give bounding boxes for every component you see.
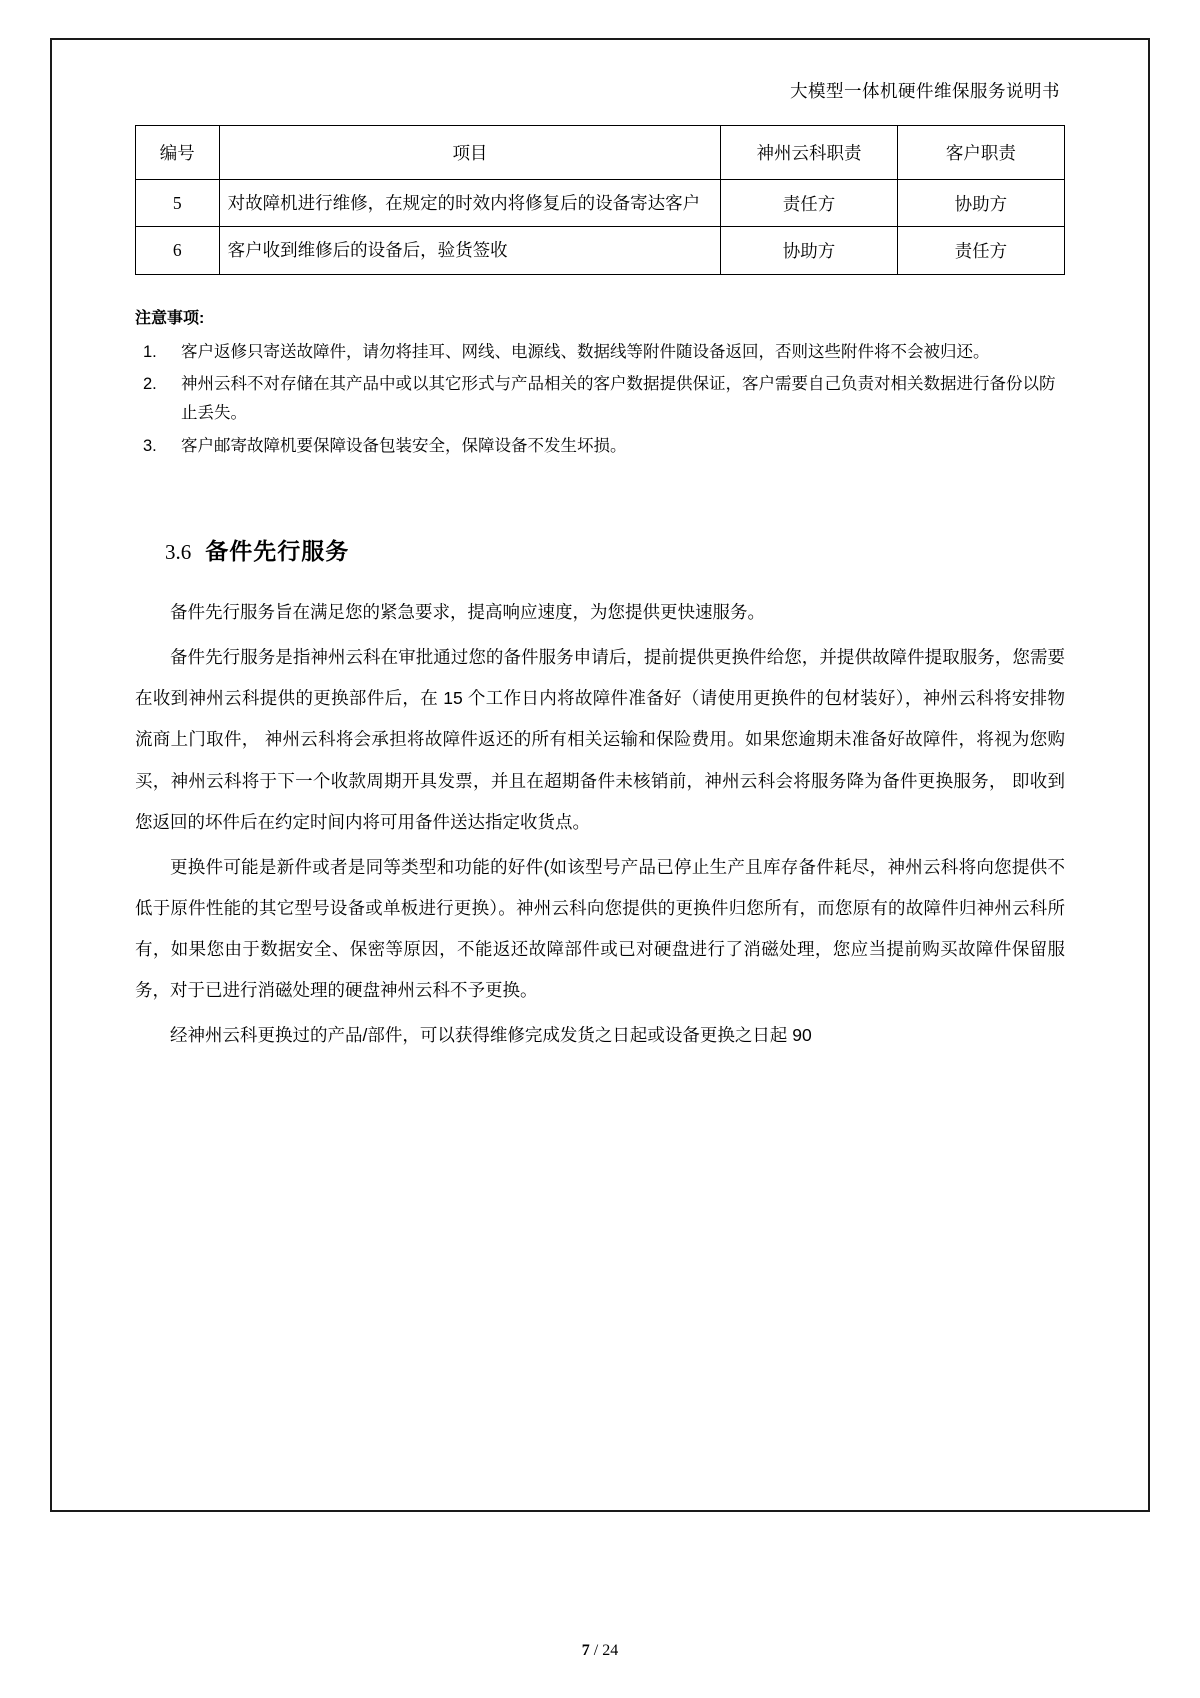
table-cell-vendor: 责任方 — [721, 180, 898, 227]
page-footer — [0, 1642, 1200, 1660]
notes-title: 注意事项: — [135, 309, 205, 327]
list-item-marker: 1. — [143, 342, 157, 361]
table-header-cell-item: 项目 — [219, 126, 721, 180]
list-item — [135, 338, 1065, 367]
table-row — [136, 227, 1065, 274]
list-item-text: 客户邮寄故障机要保障设备包装安全，保障设备不发生坏损。 — [181, 437, 627, 456]
document-header-title: 大模型一体机硬件维保服务说明书 — [790, 81, 1060, 101]
list-item-marker: 3. — [143, 437, 157, 456]
table-header-cell-vendor: 神州云科职责 — [721, 126, 898, 180]
table-row — [136, 180, 1065, 227]
notes-list — [135, 338, 1065, 462]
table-cell-customer: 协助方 — [897, 180, 1064, 227]
paragraph-replacement: 更换件可能是新件或者是同等类型和功能的好件(如该型号产品已停止生产且库存备件耗尽，神州云科将向您提供不低于原件性能的其它型号设备或单板进行更换）。神州云科向您提供的更换件归您所有，而您原有的故障件归神州云科所有，如果您由于数据安全、保密等原因，不能返还故障部件或已对硬盘进行了消磁处理，您应当提前购买故障件保留服务，对于已进行消磁处理的硬盘神州云科不予更换。 — [135, 856, 1065, 1001]
page-content — [50, 38, 1150, 1512]
table-cell-item: 对故障机进行维修，在规定的时效内将修复后的设备寄达客户 — [219, 180, 721, 227]
paragraph-warranty: 经神州云科更换过的产品/部件，可以获得维修完成发货之日起或设备更换之日起 90 — [170, 1025, 812, 1046]
section-title: 备件先行服务 — [205, 538, 350, 564]
list-item-marker: 2. — [143, 375, 157, 394]
footer-total-pages: 24 — [602, 1642, 619, 1659]
list-item — [135, 370, 1065, 428]
table-cell-num: 5 — [136, 180, 220, 227]
list-item — [135, 432, 1065, 461]
table-header-row — [136, 126, 1065, 180]
table-cell-vendor: 协助方 — [721, 227, 898, 274]
paragraph-intro: 备件先行服务旨在满足您的紧急要求，提高响应速度，为您提供更快速服务。 — [170, 602, 765, 622]
footer-current-page: 7 — [581, 1642, 590, 1659]
table-header-cell-customer: 客户职责 — [897, 126, 1064, 180]
section-body — [135, 592, 1065, 1056]
list-item-text: 客户返修只寄送故障件，请勿将挂耳、网线、电源线、数据线等附件随设备返回，否则这些附件将不会被归还。 — [181, 342, 990, 361]
responsibility-table — [135, 125, 1065, 275]
section-number: 3.6 — [165, 540, 192, 564]
table-header-cell-num: 编号 — [136, 126, 220, 180]
table-cell-customer: 责任方 — [897, 227, 1064, 274]
table-cell-num: 6 — [136, 227, 220, 274]
list-item-text: 神州云科不对存储在其产品中或以其它形式与产品相关的客户数据提供保证，客户需要自己负责对相关数据进行备份以防止丢失。 — [181, 375, 1056, 423]
footer-separator: / — [593, 1642, 599, 1659]
paragraph-definition: 备件先行服务是指神州云科在审批通过您的备件服务申请后，提前提供更换件给您，并提供故障件提取服务，您需要在收到神州云科提供的更换部件后，在 15 个工作日内将故障件准备好（请使用更换件的包材装好），神州云科将安排物流商上门取件， 神州云科将会承担将故障件返还的所有相关运输和保险费用。如果您逾期未准备好故障件，将视为您购买，神州云科将于下一个收款周期开具发票，并且在超期备件未核销前，神州云科会将服务降为备件更换服务， 即收到您返回的坏件后在约定时间内将可用备件送达指定收货点。 — [135, 647, 1065, 832]
table-cell-item: 客户收到维修后的设备后，验货签收 — [219, 227, 721, 274]
section-heading — [135, 533, 1065, 566]
